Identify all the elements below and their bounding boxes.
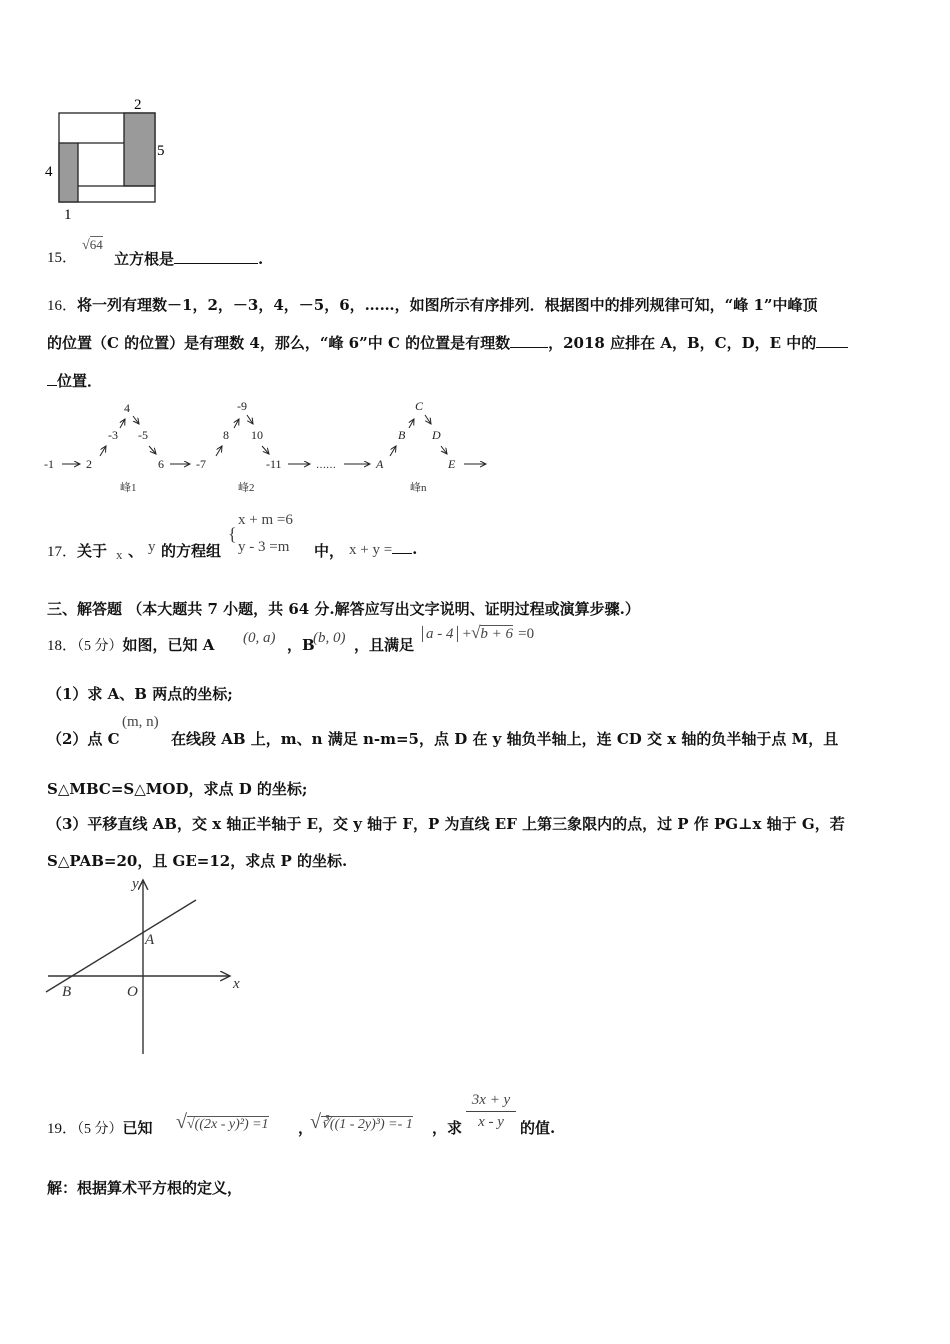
q19-expr1: √√((2x - y)²) =1 [176, 1111, 269, 1133]
q19-pre: 已知 [122, 1119, 153, 1137]
q17-brace: { [228, 524, 237, 544]
q15-label: 立方根是 [114, 250, 175, 268]
peak-start: -1 [44, 457, 54, 471]
q19-post: 的值. [520, 1119, 556, 1137]
fig-label-left: 4 [45, 164, 53, 180]
peak1-c: 4 [124, 401, 130, 415]
q18-part2-text: 在线段 AB 上，m、n 满足 n-m=5，点 D 在 y 轴负半轴上，连 CD 交 x 轴的负半轴于点 M，且 [171, 730, 839, 748]
peak2-c: -9 [237, 399, 247, 413]
answer-start: 解：根据算术平方根的定义， [47, 1179, 243, 1197]
q18-part1: （1）求 A、B 两点的坐标; [47, 685, 233, 703]
q16-line1-text: 将一列有理数－1，2，－3，4，－5，6，……，如图所示有序排列．根据图中的排列规律可知，“峰 1”中峰顶 [77, 296, 818, 314]
q18-number: 18． [47, 638, 78, 654]
q18-cond-rad: b + 6 [480, 626, 514, 642]
q16-line2b: ，2018 应排在 A，B，C，D，E 中的 [548, 334, 817, 352]
shaded-rect-right [124, 113, 155, 186]
q16-line1 [47, 294, 818, 315]
q19-expr2-text: ∛((1 - 2y)³) =- 1 [320, 1117, 413, 1132]
peak1-a: 2 [86, 457, 92, 471]
fig-a-label: A [145, 932, 155, 948]
q19-frac-den: x - y [478, 1114, 504, 1130]
caption-peak1: 峰1 [120, 482, 137, 494]
peak2-b: 8 [223, 428, 229, 442]
q18-sep-b: ，B [287, 636, 315, 654]
peakn-a: A [376, 457, 384, 471]
q18-part2-line2: S△MBC=S△MOD，求点 D 的坐标; [47, 780, 308, 798]
q18-condition: a - 4 +√b + 6 =0 [422, 623, 534, 643]
q18-point-a: (0, a) [243, 630, 276, 646]
q17-end: . [412, 540, 418, 558]
q15-blank [174, 249, 258, 264]
q17-eq1: x + m =6 [238, 512, 293, 528]
q17-var-x: x [116, 547, 123, 562]
question-17 [47, 540, 107, 561]
figure-coordinate [40, 872, 260, 1058]
peak1-d: -5 [138, 428, 148, 442]
fig-x-label: x [233, 976, 240, 992]
peak-ellipsis: …… [316, 460, 336, 471]
peakn-d: D [432, 428, 441, 442]
peak2-e: -11 [266, 457, 282, 471]
q19-score: （5 分） [77, 1122, 123, 1137]
q15-radicand: 64 [89, 237, 103, 252]
fig-b-label: B [62, 984, 72, 1000]
q18-cond-eq: =0 [518, 626, 535, 642]
q19-expr2: √∛((1 - 2y)³) =- 1 [310, 1111, 413, 1133]
q16-number: 16． [47, 298, 78, 314]
question-15 [47, 246, 77, 267]
q17-eq2: y - 3 =m [238, 539, 290, 555]
peak1-e: 6 [158, 457, 164, 471]
q18-part2-pre: （2）点 C [47, 730, 120, 748]
q16-line2a: 的位置（C 的位置）是有理数 4，那么，“峰 6”中 C 的位置是有理数 [47, 334, 511, 352]
q17-expr-text: x + y = [349, 542, 393, 558]
q19-sep: ， [298, 1119, 314, 1137]
figure-peaks [40, 396, 500, 498]
fig-label-top: 2 [134, 97, 142, 113]
caption-peakn: 峰n [410, 482, 427, 494]
q16-blank-2 [816, 333, 848, 348]
peak2-a: -7 [196, 457, 206, 471]
line-ab [46, 900, 196, 992]
q17-var-y: y [148, 539, 156, 555]
question-18 [47, 634, 214, 655]
fig-o-label: O [127, 984, 138, 1000]
q17-blank [392, 539, 412, 554]
q16-line3 [47, 370, 102, 391]
q16-blank-1 [510, 333, 548, 348]
q16-blank-2-cont [47, 371, 57, 386]
q16-line2 [47, 332, 848, 353]
q17-number: 17． [47, 544, 78, 560]
fig-label-right: 5 [157, 143, 165, 159]
q18-part3-line1: （3）平移直线 AB，交 x 轴正半轴于 E，交 y 轴于 F，P 为直线 EF 上第三象限内的点，过 P 作 PG⊥x 轴于 G，若 [47, 815, 845, 833]
q18-cond-pre: ，且满足 [354, 636, 415, 654]
q16-line3-text: 位置． [57, 372, 103, 390]
q19-ask: ，求 [432, 1119, 463, 1137]
q19-frac-num: 3x + y [466, 1092, 516, 1112]
q19-fraction [466, 1092, 516, 1131]
q18-part3-line2: S△PAB=20，且 GE=12，求点 P 的坐标. [47, 852, 348, 870]
q18-score: （5 分） [77, 639, 123, 654]
q19-number: 19． [47, 1121, 78, 1137]
fig-y-label: y [132, 876, 139, 892]
peakn-c: C [415, 399, 424, 413]
figure-rectangles [40, 92, 180, 220]
q17-post: 中， [314, 542, 345, 560]
caption-peak2: 峰2 [238, 482, 255, 494]
section-3-title: 三、解答题 （本大题共 7 小题，共 64 分.解答应写出文字说明、证明过程或演算步骤.） [47, 600, 640, 618]
q18-point-c: (m, n) [122, 714, 159, 730]
q17-mid: 的方程组 [161, 542, 222, 560]
q15-radical: √64 [82, 237, 103, 253]
q17-sep: 、 [128, 542, 144, 560]
shaded-rect-left [59, 143, 78, 202]
q17-expr [349, 539, 417, 559]
q15-text: 立方根是 . [114, 250, 264, 268]
peakn-b: B [398, 428, 406, 442]
q18-pre: 如图，已知 A [122, 636, 215, 654]
q18-cond-abs: a - 4 [422, 626, 458, 642]
q19-expr1-text: √((2x - y)²) =1 [186, 1117, 269, 1132]
peak2-d: 10 [251, 428, 263, 442]
q15-number: 15． [47, 250, 78, 266]
peakn-e: E [448, 457, 456, 471]
peak1-b: -3 [108, 428, 118, 442]
q18-cond-plus: + [462, 626, 472, 642]
q18-point-b: (b, 0) [313, 630, 346, 646]
q17-pre: 关于 [77, 542, 108, 560]
question-19 [47, 1117, 153, 1138]
fig-label-bottom: 1 [64, 207, 72, 220]
